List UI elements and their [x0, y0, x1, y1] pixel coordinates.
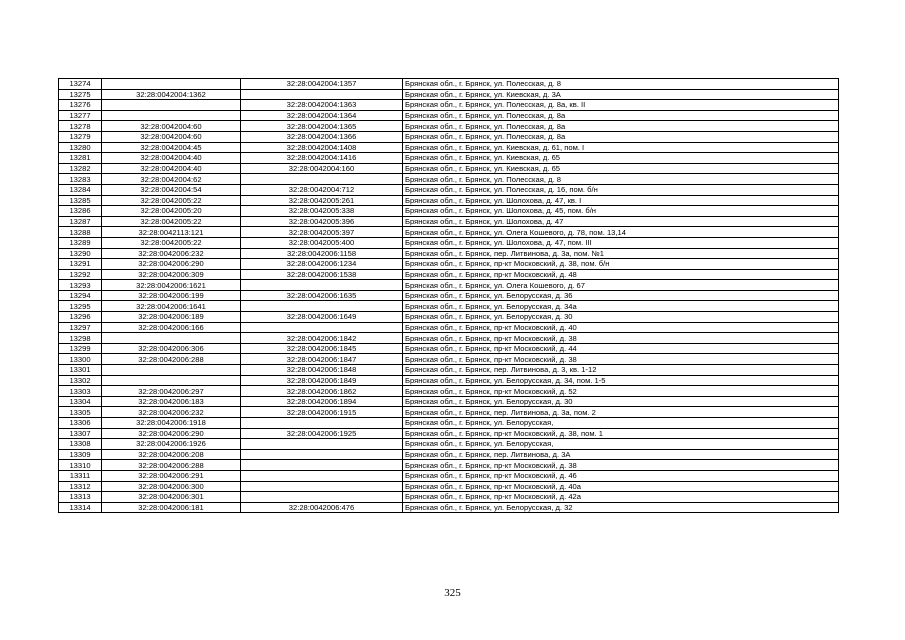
table-row	[59, 502, 839, 513]
land-cadastral-number-cell	[102, 100, 241, 111]
land-cadastral-number-cell: 32:28:0042006:1926	[102, 439, 241, 450]
land-cadastral-number-cell: 32:28:0042006:232	[102, 407, 241, 418]
object-cadastral-number-cell: 32:28:0042004:1357	[241, 79, 403, 90]
land-cadastral-number-cell: 32:28:0042004:54	[102, 184, 241, 195]
object-cadastral-number-cell: 32:28:0042004:1364	[241, 110, 403, 121]
row-number-cell: 13305	[59, 407, 102, 418]
land-cadastral-number-cell: 32:28:0042006:290	[102, 259, 241, 270]
table-row	[59, 492, 839, 503]
row-number-cell: 13289	[59, 237, 102, 248]
address-cell: Брянская обл., г. Брянск, ул. Полесская, д. 8	[403, 174, 839, 185]
address-cell: Брянская обл., г. Брянск, ул. Шолохова, д. 47	[403, 216, 839, 227]
table-row	[59, 280, 839, 291]
table-row	[59, 269, 839, 280]
table-row	[59, 153, 839, 164]
object-cadastral-number-cell	[241, 322, 403, 333]
address-cell: Брянская обл., г. Брянск, пер. Литвинова, д. 3А	[403, 449, 839, 460]
address-cell: Брянская обл., г. Брянск, ул. Полесская, д. 16, пом. б/н	[403, 184, 839, 195]
address-cell: Брянская обл., г. Брянск, ул. Белорусская, д. 36	[403, 290, 839, 301]
address-cell: Брянская обл., г. Брянск, пр-кт Московский, д. 42а	[403, 492, 839, 503]
row-number-cell: 13285	[59, 195, 102, 206]
address-cell: Брянская обл., г. Брянск, пер. Литвинова, д. 3, кв. 1-12	[403, 365, 839, 376]
land-cadastral-number-cell: 32:28:0042006:232	[102, 248, 241, 259]
object-cadastral-number-cell: 32:28:0042006:476	[241, 502, 403, 513]
object-cadastral-number-cell: 32:28:0042005:396	[241, 216, 403, 227]
object-cadastral-number-cell	[241, 492, 403, 503]
address-cell: Брянская обл., г. Брянск, ул. Шолохова, д. 47, кв. I	[403, 195, 839, 206]
object-cadastral-number-cell: 32:28:0042004:1363	[241, 100, 403, 111]
land-cadastral-number-cell: 32:28:0042006:199	[102, 290, 241, 301]
object-cadastral-number-cell: 32:28:0042006:1842	[241, 333, 403, 344]
row-number-cell: 13312	[59, 481, 102, 492]
address-cell: Брянская обл., г. Брянск, пр-кт Московский, д. 48	[403, 269, 839, 280]
land-cadastral-number-cell	[102, 110, 241, 121]
table-row	[59, 312, 839, 323]
table-row	[59, 396, 839, 407]
object-cadastral-number-cell: 32:28:0042004:1416	[241, 153, 403, 164]
row-number-cell: 13291	[59, 259, 102, 270]
row-number-cell: 13294	[59, 290, 102, 301]
row-number-cell: 13296	[59, 312, 102, 323]
table-row	[59, 428, 839, 439]
land-cadastral-number-cell: 32:28:0042006:291	[102, 470, 241, 481]
address-cell: Брянская обл., г. Брянск, пр-кт Московский, д. 38, пом. б/н	[403, 259, 839, 270]
object-cadastral-number-cell	[241, 460, 403, 471]
object-cadastral-number-cell: 32:28:0042004:712	[241, 184, 403, 195]
land-cadastral-number-cell: 32:28:0042006:309	[102, 269, 241, 280]
table-row	[59, 343, 839, 354]
land-cadastral-number-cell: 32:28:0042006:301	[102, 492, 241, 503]
address-cell: Брянская обл., г. Брянск, ул. Киевская, д. 3А	[403, 89, 839, 100]
object-cadastral-number-cell: 32:28:0042006:1158	[241, 248, 403, 259]
row-number-cell: 13303	[59, 386, 102, 397]
object-cadastral-number-cell: 32:28:0042006:1538	[241, 269, 403, 280]
land-cadastral-number-cell: 32:28:0042005:22	[102, 195, 241, 206]
object-cadastral-number-cell	[241, 481, 403, 492]
land-cadastral-number-cell: 32:28:0042004:40	[102, 163, 241, 174]
table-row	[59, 333, 839, 344]
row-number-cell: 13299	[59, 343, 102, 354]
land-cadastral-number-cell: 32:28:0042004:1362	[102, 89, 241, 100]
row-number-cell: 13313	[59, 492, 102, 503]
row-number-cell: 13279	[59, 131, 102, 142]
table-row	[59, 174, 839, 185]
table-row	[59, 131, 839, 142]
table-row	[59, 206, 839, 217]
address-cell: Брянская обл., г. Брянск, пр-кт Московский, д. 38	[403, 354, 839, 365]
page-number: 325	[444, 587, 461, 599]
row-number-cell: 13300	[59, 354, 102, 365]
table-row	[59, 301, 839, 312]
row-number-cell: 13282	[59, 163, 102, 174]
address-cell: Брянская обл., г. Брянск, ул. Белорусская, д. 30	[403, 396, 839, 407]
land-cadastral-number-cell	[102, 365, 241, 376]
row-number-cell: 13306	[59, 418, 102, 429]
address-cell: Брянская обл., г. Брянск, ул. Олега Кошевого, д. 78, пом. 13,14	[403, 227, 839, 238]
land-cadastral-number-cell	[102, 333, 241, 344]
object-cadastral-number-cell: 32:28:0042006:1234	[241, 259, 403, 270]
table-row	[59, 89, 839, 100]
land-cadastral-number-cell: 32:28:0042006:1621	[102, 280, 241, 291]
table-row	[59, 365, 839, 376]
table-row	[59, 375, 839, 386]
address-cell: Брянская обл., г. Брянск, ул. Полесская, д. 8а, кв. II	[403, 100, 839, 111]
row-number-cell: 13309	[59, 449, 102, 460]
object-cadastral-number-cell	[241, 301, 403, 312]
land-cadastral-number-cell	[102, 375, 241, 386]
address-cell: Брянская обл., г. Брянск, ул. Полесская, д. 8	[403, 79, 839, 90]
object-cadastral-number-cell	[241, 280, 403, 291]
table-row	[59, 184, 839, 195]
address-cell: Брянская обл., г. Брянск, ул. Шолохова, д. 45, пом. б/н	[403, 206, 839, 217]
object-cadastral-number-cell: 32:28:0042004:1366	[241, 131, 403, 142]
address-cell: Брянская обл., г. Брянск, ул. Киевская, д. 65	[403, 153, 839, 164]
row-number-cell: 13284	[59, 184, 102, 195]
object-cadastral-number-cell	[241, 89, 403, 100]
row-number-cell: 13290	[59, 248, 102, 259]
object-cadastral-number-cell: 32:28:0042006:1915	[241, 407, 403, 418]
address-cell: Брянская обл., г. Брянск, ул. Олега Кошевого, д. 67	[403, 280, 839, 291]
table-row	[59, 481, 839, 492]
land-cadastral-number-cell: 32:28:0042006:1641	[102, 301, 241, 312]
object-cadastral-number-cell	[241, 418, 403, 429]
land-cadastral-number-cell: 32:28:0042004:60	[102, 121, 241, 132]
row-number-cell: 13302	[59, 375, 102, 386]
address-cell: Брянская обл., г. Брянск, пер. Литвинова, д. 3а, пом. №1	[403, 248, 839, 259]
table-row	[59, 237, 839, 248]
land-cadastral-number-cell: 32:28:0042005:22	[102, 216, 241, 227]
address-cell: Брянская обл., г. Брянск, ул. Белорусская,	[403, 439, 839, 450]
land-cadastral-number-cell: 32:28:0042006:290	[102, 428, 241, 439]
row-number-cell: 13308	[59, 439, 102, 450]
table-row	[59, 121, 839, 132]
land-cadastral-number-cell: 32:28:0042006:183	[102, 396, 241, 407]
land-cadastral-number-cell: 32:28:0042006:208	[102, 449, 241, 460]
row-number-cell: 13297	[59, 322, 102, 333]
object-cadastral-number-cell: 32:28:0042006:1894	[241, 396, 403, 407]
row-number-cell: 13278	[59, 121, 102, 132]
land-cadastral-number-cell: 32:28:0042004:40	[102, 153, 241, 164]
row-number-cell: 13293	[59, 280, 102, 291]
row-number-cell: 13281	[59, 153, 102, 164]
table-row	[59, 386, 839, 397]
address-cell: Брянская обл., г. Брянск, пр-кт Московский, д. 46	[403, 470, 839, 481]
land-cadastral-number-cell: 32:28:0042005:22	[102, 237, 241, 248]
row-number-cell: 13287	[59, 216, 102, 227]
land-cadastral-number-cell: 32:28:0042004:45	[102, 142, 241, 153]
land-cadastral-number-cell: 32:28:0042004:60	[102, 131, 241, 142]
table-row	[59, 449, 839, 460]
address-cell: Брянская обл., г. Брянск, ул. Полесская, д. 8а	[403, 121, 839, 132]
object-cadastral-number-cell	[241, 449, 403, 460]
table-row	[59, 322, 839, 333]
address-cell: Брянская обл., г. Брянск, пр-кт Московский, д. 44	[403, 343, 839, 354]
table-row	[59, 470, 839, 481]
land-cadastral-number-cell: 32:28:0042006:189	[102, 312, 241, 323]
address-cell: Брянская обл., г. Брянск, пр-кт Московский, д. 38, пом. 1	[403, 428, 839, 439]
row-number-cell: 13280	[59, 142, 102, 153]
table-row	[59, 216, 839, 227]
address-cell: Брянская обл., г. Брянск, ул. Полесская, д. 8а	[403, 110, 839, 121]
address-cell: Брянская обл., г. Брянск, ул. Белорусская, д. 34а	[403, 301, 839, 312]
row-number-cell: 13274	[59, 79, 102, 90]
table-row	[59, 248, 839, 259]
table-row	[59, 407, 839, 418]
row-number-cell: 13292	[59, 269, 102, 280]
table-row	[59, 163, 839, 174]
row-number-cell: 13288	[59, 227, 102, 238]
row-number-cell: 13301	[59, 365, 102, 376]
land-cadastral-number-cell: 32:28:0042006:306	[102, 343, 241, 354]
address-cell: Брянская обл., г. Брянск, пр-кт Московский, д. 38	[403, 460, 839, 471]
table-row	[59, 259, 839, 270]
land-cadastral-number-cell: 32:28:0042006:288	[102, 460, 241, 471]
land-cadastral-number-cell: 32:28:0042006:288	[102, 354, 241, 365]
address-cell: Брянская обл., г. Брянск, ул. Белорусская, д. 34, пом. 1-5	[403, 375, 839, 386]
address-cell: Брянская обл., г. Брянск, ул. Белорусская,	[403, 418, 839, 429]
address-cell: Брянская обл., г. Брянск, пер. Литвинова, д. 3а, пом. 2	[403, 407, 839, 418]
land-cadastral-number-cell: 32:28:0042113:121	[102, 227, 241, 238]
address-cell: Брянская обл., г. Брянск, ул. Киевская, д. 61, пом. I	[403, 142, 839, 153]
row-number-cell: 13298	[59, 333, 102, 344]
address-cell: Брянская обл., г. Брянск, пр-кт Московский, д. 40а	[403, 481, 839, 492]
object-cadastral-number-cell: 32:28:0042006:1848	[241, 365, 403, 376]
land-cadastral-number-cell: 32:28:0042005:20	[102, 206, 241, 217]
land-cadastral-number-cell: 32:28:0042006:300	[102, 481, 241, 492]
address-cell: Брянская обл., г. Брянск, пр-кт Московский, д. 52	[403, 386, 839, 397]
row-number-cell: 13314	[59, 502, 102, 513]
object-cadastral-number-cell	[241, 439, 403, 450]
object-cadastral-number-cell: 32:28:0042005:400	[241, 237, 403, 248]
land-cadastral-number-cell	[102, 79, 241, 90]
address-cell: Брянская обл., г. Брянск, пр-кт Московский, д. 38	[403, 333, 839, 344]
object-cadastral-number-cell: 32:28:0042006:1845	[241, 343, 403, 354]
address-cell: Брянская обл., г. Брянск, ул. Белорусская, д. 30	[403, 312, 839, 323]
object-cadastral-number-cell: 32:28:0042006:1635	[241, 290, 403, 301]
table-row	[59, 439, 839, 450]
object-cadastral-number-cell: 32:28:0042004:1365	[241, 121, 403, 132]
object-cadastral-number-cell: 32:28:0042005:338	[241, 206, 403, 217]
address-cell: Брянская обл., г. Брянск, ул. Белорусская, д. 32	[403, 502, 839, 513]
land-cadastral-number-cell: 32:28:0042006:181	[102, 502, 241, 513]
row-number-cell: 13286	[59, 206, 102, 217]
table-row	[59, 110, 839, 121]
row-number-cell: 13277	[59, 110, 102, 121]
row-number-cell: 13307	[59, 428, 102, 439]
object-cadastral-number-cell: 32:28:0042006:1649	[241, 312, 403, 323]
table-row	[59, 100, 839, 111]
row-number-cell: 13276	[59, 100, 102, 111]
table-row	[59, 354, 839, 365]
row-number-cell: 13295	[59, 301, 102, 312]
table-row	[59, 418, 839, 429]
object-cadastral-number-cell: 32:28:0042006:1925	[241, 428, 403, 439]
object-cadastral-number-cell	[241, 174, 403, 185]
registry-table-body	[59, 79, 839, 513]
table-row	[59, 227, 839, 238]
row-number-cell: 13283	[59, 174, 102, 185]
row-number-cell: 13275	[59, 89, 102, 100]
row-number-cell: 13304	[59, 396, 102, 407]
registry-table	[58, 78, 839, 513]
object-cadastral-number-cell: 32:28:0042006:1862	[241, 386, 403, 397]
table-row	[59, 290, 839, 301]
address-cell: Брянская обл., г. Брянск, пр-кт Московский, д. 40	[403, 322, 839, 333]
address-cell: Брянская обл., г. Брянск, ул. Шолохова, д. 47, пом. III	[403, 237, 839, 248]
land-cadastral-number-cell: 32:28:0042006:1918	[102, 418, 241, 429]
object-cadastral-number-cell: 32:28:0042006:1847	[241, 354, 403, 365]
object-cadastral-number-cell: 32:28:0042004:1408	[241, 142, 403, 153]
table-row	[59, 460, 839, 471]
address-cell: Брянская обл., г. Брянск, ул. Полесская, д. 8а	[403, 131, 839, 142]
row-number-cell: 13310	[59, 460, 102, 471]
land-cadastral-number-cell: 32:28:0042006:166	[102, 322, 241, 333]
object-cadastral-number-cell	[241, 470, 403, 481]
row-number-cell: 13311	[59, 470, 102, 481]
land-cadastral-number-cell: 32:28:0042004:62	[102, 174, 241, 185]
table-row	[59, 79, 839, 90]
object-cadastral-number-cell: 32:28:0042004:160	[241, 163, 403, 174]
table-row	[59, 195, 839, 206]
land-cadastral-number-cell: 32:28:0042006:297	[102, 386, 241, 397]
address-cell: Брянская обл., г. Брянск, ул. Киевская, д. 65	[403, 163, 839, 174]
table-row	[59, 142, 839, 153]
object-cadastral-number-cell: 32:28:0042005:397	[241, 227, 403, 238]
object-cadastral-number-cell: 32:28:0042005:261	[241, 195, 403, 206]
object-cadastral-number-cell: 32:28:0042006:1849	[241, 375, 403, 386]
